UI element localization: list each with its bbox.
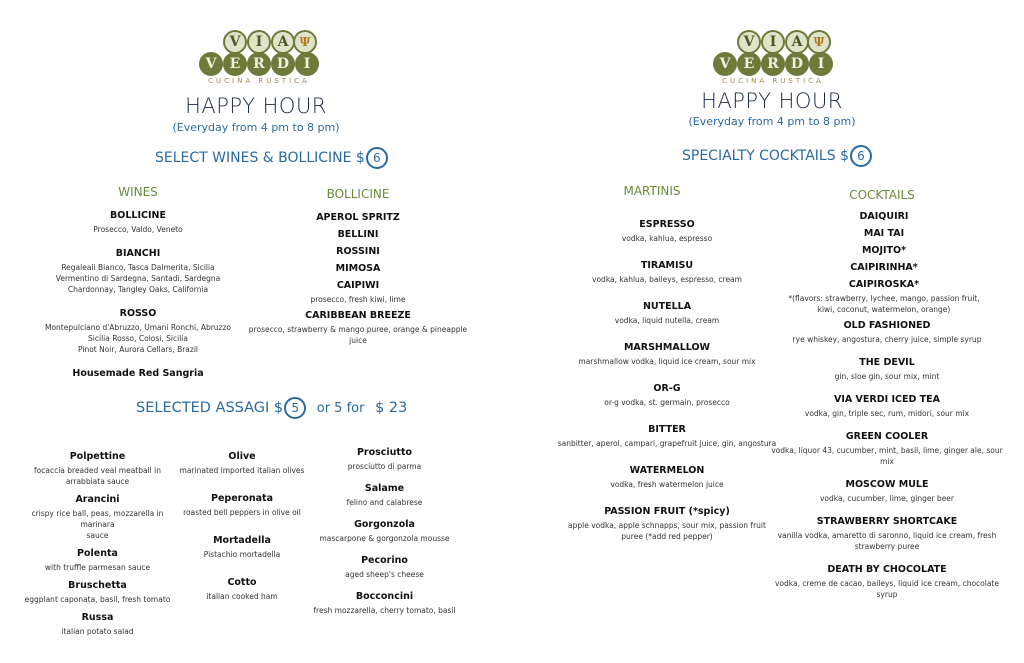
menu-item — [248, 280, 468, 305]
item-name: Olive — [228, 451, 256, 462]
bollicine-list — [248, 212, 468, 346]
logo-subtitle: CUCINA RUSTICA — [722, 77, 824, 85]
item-description: prosecco, fresh kiwi, lime — [310, 295, 406, 304]
fork-icon: Ψ — [807, 30, 831, 54]
menu-item — [767, 516, 1007, 552]
item-name: STRAWBERRY SHORTCAKE — [816, 516, 958, 527]
item-name: Pecorino — [361, 555, 408, 566]
logo-letter: A — [271, 30, 295, 54]
item-description: apple vodka, apple schnapps, sour mix, passion fruit puree (*add red pepper) — [568, 521, 766, 541]
menu-item — [38, 368, 238, 380]
item-name: BIANCHI — [115, 248, 161, 259]
item-name: Russa — [81, 612, 114, 623]
cocktails-section-title — [682, 145, 872, 167]
logo-letter: V — [223, 30, 247, 54]
item-description: Regaleali Bianco, Tasca Dalmerita, Sicilia Vermentino di Sardegna, Santadi, Sardegna Chardonnay, Tangley Oaks, California — [55, 263, 221, 294]
logo-letter: V — [199, 52, 223, 76]
item-name: OR-G — [653, 383, 681, 394]
item-name: MOSCOW MULE — [845, 479, 929, 490]
item-description: with truffle parmesan sauce — [44, 563, 151, 572]
item-name: TIRAMISU — [640, 260, 694, 271]
menu-item — [38, 210, 238, 235]
item-description: aged sheep's cheese — [345, 570, 424, 579]
menu-item — [312, 519, 457, 544]
menu-item — [20, 548, 175, 573]
item-name: WATERMELON — [629, 465, 705, 476]
item-name: APEROL SPRITZ — [316, 212, 400, 223]
item-description: crispy rice ball, peas, mozzarella in marinara sauce — [31, 509, 164, 540]
logo-letter: V — [713, 52, 737, 76]
logo-letter: I — [247, 30, 271, 54]
item-name: PASSION FRUIT (*spicy) — [604, 506, 730, 517]
menu-item — [542, 383, 792, 408]
section-label: SPECIALTY COCKTAILS $ — [682, 148, 849, 164]
item-description: Prosecco, Valdo, Veneto — [93, 225, 183, 234]
item-description: eggplant caponata, basil, fresh tomato — [24, 595, 171, 604]
item-description: italian cooked ham — [206, 592, 278, 601]
item-name: Mortadella — [213, 535, 271, 546]
via-verdi-logo — [189, 30, 329, 85]
logo-letter: E — [223, 52, 247, 76]
menu-item — [248, 229, 468, 241]
item-name: CARIBBEAN BREEZE — [305, 310, 411, 321]
section-label: SELECT WINES & BOLLICINE $ — [155, 150, 365, 166]
item-description: sanbitter, aperol, campari, grapefruit juice, gin, angostura — [557, 439, 777, 448]
menu-item — [542, 342, 792, 367]
page-title: HAPPY HOUR — [185, 94, 327, 118]
menu-item — [20, 494, 175, 541]
section-label: SELECTED ASSAGI $ — [136, 400, 284, 416]
menu-item — [172, 535, 312, 560]
item-name: MAI TAI — [863, 228, 905, 239]
menu-item — [248, 246, 468, 258]
item-name: ROSSINI — [336, 246, 380, 257]
item-description: vodka, liquid nutella, cream — [614, 316, 720, 325]
item-description: vodka, kahlua, baileys, espresso, cream — [592, 275, 742, 284]
menu-item — [20, 612, 175, 637]
item-description: vodka, creme de cacao, baileys, liquid ice cream, chocolate syrup — [775, 579, 999, 599]
martinis-list — [542, 219, 792, 542]
via-verdi-logo — [703, 30, 843, 85]
menu-item — [542, 465, 792, 490]
logo-letter: I — [809, 52, 833, 76]
logo-subtitle: CUCINA RUSTICA — [208, 77, 310, 85]
menu-item — [542, 219, 792, 244]
menu-item — [20, 451, 175, 487]
item-name: OLD FASHIONED — [843, 320, 931, 331]
item-description: fresh mozzarella, cherry tomato, basil — [313, 606, 456, 615]
cocktails-list — [767, 320, 1007, 600]
item-name: Housemade Red Sangria — [72, 368, 204, 379]
item-name: DAIQUIRI — [859, 211, 909, 222]
item-description: vodka, cucumber, lime, ginger beer — [819, 494, 955, 503]
menu-item — [767, 320, 1007, 345]
item-name: DEATH BY CHOCOLATE — [827, 564, 947, 575]
item-description: vodka, kahlua, espresso — [621, 234, 713, 243]
item-name: MARSHMALLOW — [623, 342, 711, 353]
item-description: vanilla vodka, amaretto di saronno, liquid ice cream, fresh strawberry puree — [777, 531, 997, 551]
item-name: NUTELLA — [642, 301, 692, 312]
cocktails-top-list — [774, 211, 994, 315]
assaggi-column-2 — [172, 451, 312, 602]
page-title: HAPPY HOUR — [701, 89, 843, 113]
item-name: Gorgonzola — [354, 519, 415, 530]
wines-list — [38, 210, 238, 380]
bollicine-heading: BOLLICINE — [326, 187, 390, 201]
item-description: vodka, fresh watermelon juice — [610, 480, 724, 489]
assaggi-section-title — [136, 397, 407, 419]
page-subtitle: (Everyday from 4 pm to 8 pm) — [688, 115, 856, 128]
menu-item — [248, 263, 468, 275]
menu-item — [767, 357, 1007, 382]
item-name: GREEN COOLER — [845, 431, 929, 442]
item-description: focaccia breaded veal meatball in arrabbiata sauce — [34, 466, 161, 486]
item-description: gin, sloe gin, sour mix, mint — [834, 372, 940, 381]
menu-item — [172, 451, 312, 476]
item-name: Arancini — [75, 494, 120, 505]
menu-item — [172, 493, 312, 518]
item-name: Bocconcini — [355, 591, 414, 602]
price-badge: 5 — [284, 397, 306, 419]
item-name: ROSSO — [119, 308, 157, 319]
item-name: BITTER — [648, 424, 686, 435]
item-description: vodka, gin, triple sec, rum, midori, sour mix — [804, 409, 970, 418]
item-description: Montepulciano d'Abruzzo, Umani Ronchi, Abruzzo Sicilia Rosso, Colosi, Sicilia Pinot Noir, Aurora Cellars, Brazil — [44, 323, 232, 354]
menu-item — [767, 431, 1007, 467]
item-name: Salame — [364, 483, 405, 494]
menu-item — [312, 447, 457, 472]
item-name: MIMOSA — [335, 263, 381, 274]
menu-item — [20, 580, 175, 605]
item-name: CAIPIWI — [336, 280, 380, 291]
flavors-note: *(flavors: strawberry, lychee, mango, passion fruit, kiwi, coconut, watermelon, orange) — [788, 294, 980, 314]
item-name: MOJITO* — [861, 245, 907, 256]
assaggi-column-3 — [312, 447, 457, 616]
price-badge: 6 — [366, 147, 388, 169]
logo-letter: R — [247, 52, 271, 76]
menu-item — [542, 260, 792, 285]
item-name: VIA VERDI ICED TEA — [834, 394, 940, 405]
menu-item — [767, 564, 1007, 600]
logo-letter: V — [737, 30, 761, 54]
martinis-heading: MARTINIS — [623, 184, 681, 198]
logo-letter: D — [271, 52, 295, 76]
page-subtitle: (Everyday from 4 pm to 8 pm) — [172, 121, 340, 134]
item-description: marinated imported italian olives — [179, 466, 305, 475]
menu-item — [38, 248, 238, 295]
menu-item — [312, 483, 457, 508]
menu-item — [248, 310, 468, 346]
item-name: BOLLICINE — [110, 210, 166, 221]
menu-item — [542, 424, 792, 449]
item-description: Pistachio mortadella — [203, 550, 281, 559]
menu-item — [312, 591, 457, 616]
item-description: marshmallow vodka, liquid ice cream, sour mix — [578, 357, 756, 366]
menu-item — [542, 506, 792, 542]
item-name: Polpettine — [69, 451, 126, 462]
item-description: italian potato salad — [61, 627, 134, 636]
logo-coins — [197, 30, 321, 76]
item-name: THE DEVIL — [859, 357, 915, 368]
menu-item — [767, 394, 1007, 419]
logo-letter: I — [295, 52, 319, 76]
item-description: felino and calabrese — [346, 498, 423, 507]
menu-item — [248, 212, 468, 224]
item-name: ESPRESSO — [639, 219, 695, 230]
menu-item — [38, 308, 238, 355]
right-menu-panel — [512, 0, 1024, 663]
item-name: Peperonata — [211, 493, 273, 504]
item-description: mascarpone & gorgonzola mousse — [319, 534, 450, 543]
item-name: Prosciutto — [356, 447, 413, 458]
item-name: Bruschetta — [68, 580, 127, 591]
item-description: prosecco, strawberry & mango puree, orange & pineapple juice — [248, 325, 468, 345]
item-description: prosciutto di parma — [347, 462, 422, 471]
item-name: Polenta — [77, 548, 118, 559]
item-description: vodka, liquor 43, cucumber, mint, basil, lime, ginger ale, sour mix — [771, 446, 1003, 466]
item-description: rye whiskey, angostura, cherry juice, simple syrup — [792, 335, 982, 344]
price-badge: 6 — [850, 145, 872, 167]
item-description: roasted bell peppers in olive oil — [183, 508, 301, 517]
wines-section-title — [155, 147, 388, 169]
menu-item — [172, 577, 312, 602]
cocktails-heading: COCKTAILS — [849, 188, 915, 202]
fork-icon: Ψ — [293, 30, 317, 54]
item-name: BELLINI — [337, 229, 379, 240]
menu-item — [312, 555, 457, 580]
combo-label: or 5 for — [316, 401, 365, 416]
logo-letter: R — [761, 52, 785, 76]
logo-letter: A — [785, 30, 809, 54]
item-description: or-g vodka, st. germain, prosecco — [604, 398, 730, 407]
menu-item — [767, 479, 1007, 504]
wines-heading: WINES — [118, 185, 158, 199]
item-name: CAIPIROSKA* — [848, 279, 920, 290]
item-name: CAIPIRINHA* — [850, 262, 918, 273]
logo-letter: E — [737, 52, 761, 76]
logo-letter: I — [761, 30, 785, 54]
menu-item — [542, 301, 792, 326]
logo-coins — [711, 30, 835, 76]
logo-letter: D — [785, 52, 809, 76]
item-name: Cotto — [227, 577, 257, 588]
assaggi-column-1 — [20, 451, 175, 637]
combo-price: $ 23 — [375, 400, 408, 416]
